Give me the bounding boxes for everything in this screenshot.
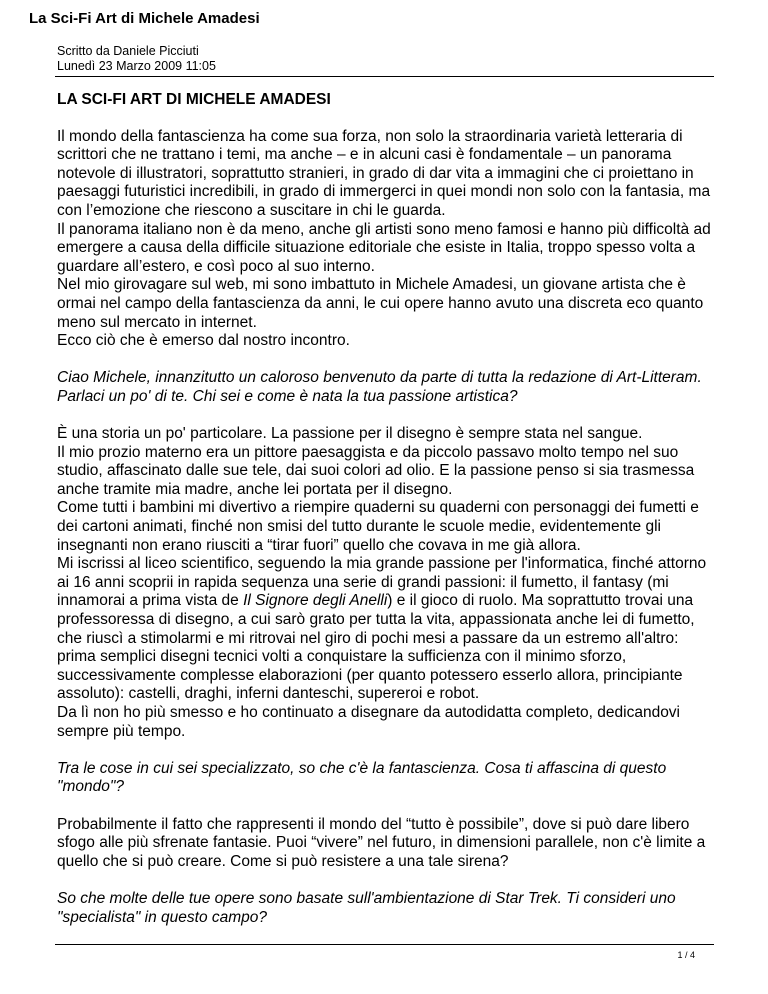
interview-answer: Probabilmente il fatto che rappresenti il mondo del “tutto è possibile”, dove si può dare libero sfogo alle più sfrenate fantasie. Puoi “vivere” nel futuro, in dimensioni parallele, non c'è limite a quello che si può creare. Come si può resistere a una tale sirena? xyxy=(57,815,706,870)
page-number: 1 / 4 xyxy=(677,950,695,960)
header-divider xyxy=(55,76,714,77)
book-title: Il Signore degli Anelli xyxy=(243,592,388,610)
intro-line: Il panorama italiano non è da meno, anche gli artisti sono meno famosi e hanno più difficoltà ad emergere a causa della difficile situazione editoriale che esiste in Italia, troppo spesso volta a guardare all’estero, e così poco al suo interno. xyxy=(57,220,711,275)
question-line: Ciao Michele, innanzitutto un caloroso benvenuto da parte di tutta la redazione di Art-Litteram. xyxy=(57,369,702,387)
article-title: LA SCI-FI ART DI MICHELE AMADESI xyxy=(57,91,331,108)
author-line: Scritto da Daniele Picciuti xyxy=(57,44,199,58)
interview-question xyxy=(57,369,712,406)
interview-question: Tra le cose in cui sei specializzato, so che c'è la fantascienza. Cosa ti affascina di questo "mondo"? xyxy=(57,759,667,796)
intro-paragraph xyxy=(57,128,712,351)
intro-line: Il mondo della fantascienza ha come sua forza, non solo la straordinaria varietà letteraria di scrittori che ne trattano i temi, ma anche – e in alcuni casi è fondamentale – un panorama notevole di illustratori, soprattutto stranieri, in grado di dar vita a immagini che ci proiettano in paesaggi futuristici incredibili, in grado di immergerci in quei mondi non solo con la fantasia, ma con l’emozione che riescono a suscitare in chi le guarda. xyxy=(57,127,711,219)
question-line: Parlaci un po' di te. Chi sei e come è nata la tua passione artistica? xyxy=(57,387,518,405)
footer-divider xyxy=(55,944,714,945)
interview-answer xyxy=(57,425,712,741)
interview-question: So che molte delle tue opere sono basate sull'ambientazione di Star Trek. Ti consideri uno "specialista" in questo campo? xyxy=(57,889,676,926)
intro-line: Nel mio girovagare sul web, mi sono imbattuto in Michele Amadesi, un giovane artista che è ormai nel campo della fantascienza da anni, le cui opere hanno avuto una discreta eco quanto meno sul mercato in internet. xyxy=(57,276,704,331)
answer-line: È una storia un po' particolare. La passione per il disegno è sempre stata nel sangue. xyxy=(57,425,643,443)
answer-text: Mi iscrissi al liceo scientifico, seguendo la mia grande passione per l'informatica, finché attorno ai 16 anni scoprii in rapida sequenza una serie di grandi passioni: il fumetto, il fantasy (mi innamorai a prima vista de xyxy=(57,555,707,610)
header-meta xyxy=(57,44,216,74)
answer-line: Da lì non ho più smesso e ho continuato a disegnare da autodidatta completo, dedicandovi sempre più tempo. xyxy=(57,704,681,740)
answer-line: Il mio prozio materno era un pittore paesaggista e da piccolo passavo molto tempo nel suo studio, affascinato dalle sue tele, dai suoi colori ad olio. E la passione penso si sia trasmessa anche tramite mia madre, anche lei portata per il disegno. xyxy=(57,443,695,498)
answer-line xyxy=(57,555,712,704)
article-body xyxy=(57,91,712,946)
answer-text: ) e il gioco di ruolo. Ma soprattutto trovai una professoressa di disegno, a cui sarò grato per tutta la vita, appassionata anche lei di fumetto, che riuscì a stimolarmi e mi ritrovai nel giro di pochi mesi a passare da un estremo all'altro: prima semplici disegni tecnici volti a conquistare la sufficienza con il minimo sforzo, successivamente complesse elaborazioni (per quanto potessero esserlo allora, principiante assoluto): castelli, draghi, inferni danteschi, supereroi e robot. xyxy=(57,592,695,703)
date-line: Lunedì 23 Marzo 2009 11:05 xyxy=(57,59,216,73)
header-title: La Sci-Fi Art di Michele Amadesi xyxy=(29,10,260,27)
intro-line: Ecco ciò che è emerso dal nostro incontro. xyxy=(57,332,350,350)
answer-line: Come tutti i bambini mi divertivo a riempire quaderni su quaderni con personaggi dei fumetti e dei cartoni animati, finché non smisi del tutto durante le scuole medie, evidentemente gli insegnanti non erano riusciti a “tirar fuori” quello che covava in me già allora. xyxy=(57,499,699,554)
